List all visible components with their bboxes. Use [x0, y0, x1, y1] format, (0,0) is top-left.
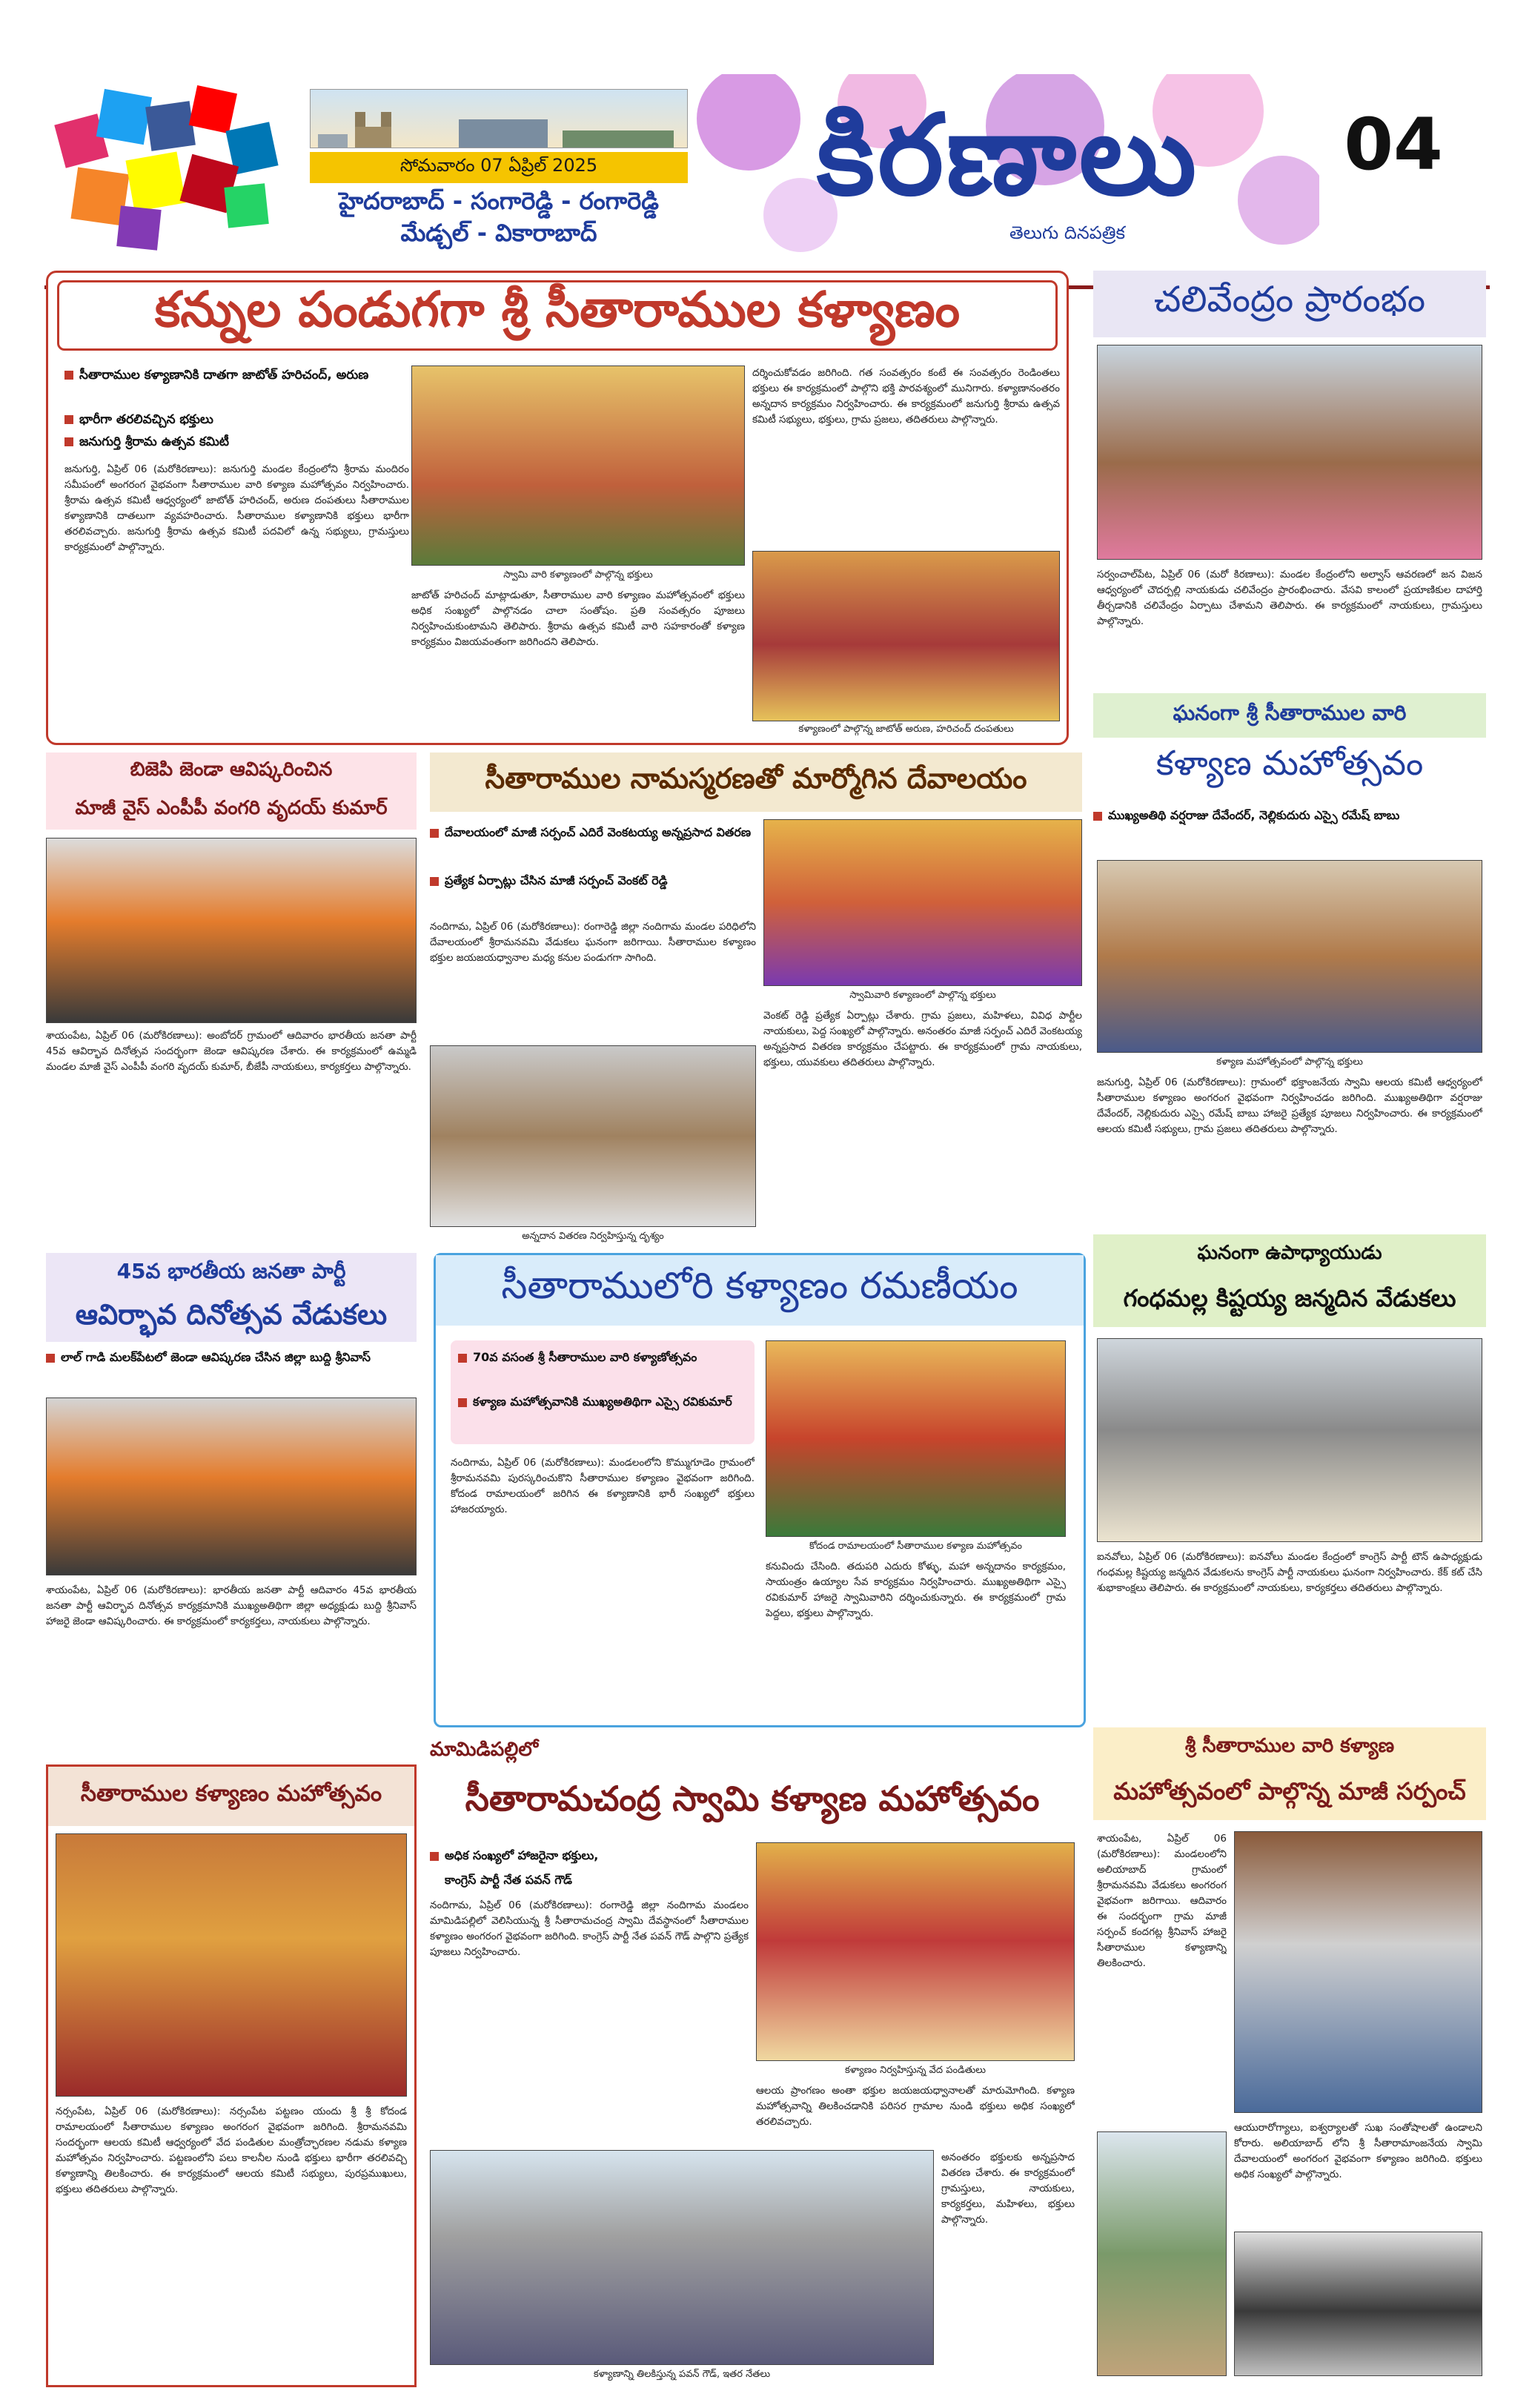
lead-headline: కన్నుల పండుగగా శ్రీ సీతారాముల కళ్యాణం: [57, 280, 1058, 351]
gandham-body: ఐనవోలు, ఏప్రిల్ 06 (మరోకిరణాలు): ఐనవోలు మండల కేంద్రంలో కాంగ్రెస్ పార్టీ టౌన్ ఉపాధ్యక్షుడు గంధమల్ల కిష్టయ్య జన్మదిన వేడుకలను కాంగ్రెస్ పార్టీ నాయకులు ఘనంగా నిర్వహించారు. కేక్ కట్ చేసి శుభాకాంక్షలు తెలిపారు. ఈ కార్యక్రమంలో నాయకులు, కార్యకర్తలు తదితరులు పాల్గొన్నారు.: [1097, 1551, 1482, 1594]
sarpanch-photo-1: [1234, 1831, 1482, 2113]
mamidi-body-3: అనంతరం భక్తులకు అన్నప్రసాద వితరణ చేశారు. ఈ కార్యక్రమంలో గ్రామస్తులు, నాయకులు, కార్యకర్తలు, మహిళలు, భక్తులు పాల్గొన్నారు.: [941, 2151, 1075, 2226]
paper-name: కిరణాలు: [816, 91, 1200, 220]
lead-body-2: జాటోత్ హరిచంద్ మాట్లాడుతూ, సీతారాముల వారి కళ్యాణం మహోత్సవంలో భక్తులు అధిక సంఖ్యలో పాల్గొనడం చాలా సంతోషం. ప్రతి సంవత్సరం పూజలు నిర్వహించుకుంటామని తెలిపారు. శ్రీరామ ఉత్సవ కమిటీ వారి సహకారంతో కళ్యాణ కార్యక్రమం విజయవంతంగా జరిగిందని తెలిపారు.: [411, 589, 745, 648]
mamidi-photo-2: [430, 2150, 934, 2365]
lead-caption-1: స్వామి వారి కళ్యాణంలో పాల్గొన్న భక్తులు: [503, 569, 653, 580]
namasmarana-caption-1: స్వామివారి కళ్యాణంలో పాల్గొన్న భక్తులు: [849, 990, 996, 1001]
sarpanch-body-2: ఆయురారోగ్యాలు, ఐశ్వర్యాలతో సుఖ సంతోషాలతో ఉండాలని కోరారు. అలియాబాద్ లోని శ్రీ సీతారామాంజనేయ స్వామి దేవాలయంలో అంగరంగ వైభవంగా కళ్యాణం జరిగింది. భక్తులు అధిక సంఖ్యలో పాల్గొన్నారు.: [1234, 2122, 1482, 2180]
bjp1-headline-2: మాజీ వైస్ ఎంపీపీ వంగరి వృదయ్ కుమార్: [46, 791, 417, 830]
chali-body: సర్వంచాల్‌పేట, ఏప్రిల్ 06 (మరో కిరణాలు): మండల కేంద్రంలోని అల్వాస్ ఆవరణలో జన విజన ఆధ్వర్యంలో చౌదర్పల్లి నాయకుడు చలివేంద్రం ప్రారంభించారు. వేసవి కాలంలో ప్రయాణికుల దాహార్తి తీర్చడానికి చలివేంద్రం ఏర్పాటు చేశామని తెలిపారు. ఈ కార్యక్రమంలో నాయకులు, గ్రామస్తులు పాల్గొన్నారు.: [1097, 569, 1482, 627]
namasmarana-body: నందిగామ, ఏప్రిల్ 06 (మరోకిరణాలు): రంగారెడ్డి జిల్లా నందిగామ మండల పరిధిలోని దేవాలయంలో శ్రీరామనవమి వేడుకలు ఘనంగా జరిగాయి. సీతారాముల కళ్యాణం భక్తుల జయజయధ్వానాల మధ్య కనుల పండుగగా సాగింది.: [430, 921, 756, 964]
ghanamga-caption: కళ్యాణ మహోత్సవంలో పాల్గొన్న భక్తులు: [1216, 1056, 1363, 1068]
issue-date: సోమవారం 07 ఏప్రిల్ 2025: [399, 155, 598, 176]
namasmarana-caption-2: అన్నదాన వితరణ నిర్వహిస్తున్న దృశ్యం: [522, 1231, 664, 1242]
namasmarana-photo-1: [763, 819, 1082, 986]
sarpanch-body: శాయంపేట, ఏప్రిల్ 06 (మరోకిరణాలు): మండలంలోని అలియాబాద్ గ్రామంలో శ్రీరామనవమి వేడుకలు అంగరంగ వైభవంగా జరిగాయి. ఆదివారం ఈ సందర్భంగా గ్రామ మాజీ సర్పంచ్ కందగట్ల శ్రీనివాస్ హాజరై సీతారాముల కళ్యాణాన్ని తిలకించారు.: [1097, 1833, 1227, 1969]
sarpanch-photo-3: [1234, 2232, 1482, 2376]
chali-story: [1093, 271, 1486, 686]
namasmarana-story: [430, 752, 1082, 1249]
kalyanam-left-story: [46, 1764, 417, 2387]
ghanamga-body: జనుగుర్తి, ఏప్రిల్ 06 (మరోకిరణాలు): గ్రామంలో భక్తాంజనేయ స్వామి ఆలయ కమిటీ ఆధ్వర్యంలో సీతారాముల కళ్యాణం అంగరంగ వైభవంగా నిర్వహించడం జరిగింది. ముఖ్యఅతిథిగా వర్షరాజు దేవేందర్, నెల్లికుదురు ఎస్సై రమేష్ బాబు హాజరై ప్రత్యేక పూజలు నిర్వహించారు. ఈ కార్యక్రమంలో ఆలయ కమిటీ సభ్యులు, గ్రామ ప్రజలు తదితరులు పాల్గొన్నారు.: [1097, 1076, 1482, 1135]
lead-photo-couple: [752, 551, 1060, 721]
gandham-headline-1: ఘనంగా ఉపాధ్యాయుడు: [1093, 1234, 1486, 1275]
ghanamga-story: [1093, 693, 1486, 1227]
bjp45-headline-2: ఆవిర్భావ దినోత్సవ వేడుకలు: [46, 1294, 417, 1342]
namasmarana-headline: సీతారాముల నామస్మరణతో మార్మోగిన దేవాలయం: [430, 752, 1082, 812]
ramaniyam-photo: [766, 1340, 1066, 1537]
masthead: [0, 0, 1532, 293]
kalyanam-left-body: నర్సంపేట, ఏప్రిల్ 06 (మరోకిరణాలు): నర్సంపేట పట్టణం యందు శ్రీ శ్రీ కోదండ రామాలయంలో సీతారాముల కళ్యాణం అంగరంగ వైభవంగా జరిగింది. శ్రీరామనవమి సందర్భంగా ఆలయ కమిటీ ఆధ్వర్యంలో వేద పండితుల మంత్రోచ్ఛారణల నడుమ కళ్యాణ మహోత్సవం నిర్వహించారు. పట్టణంలోని పలు కాలనీల నుండి భక్తులు భారీగా తరలివచ్చి కళ్యాణాన్ని తిలకించారు. ఈ కార్యక్రమంలో ఆలయ కమిటీ సభ్యులు, పురప్రముఖులు, భక్తులు తదితరులు పాల్గొన్నారు.: [56, 2106, 407, 2195]
lead-bullet-1: సీతారాముల కళ్యాణానికి దాతగా జాటోత్ హరిచంద్, అరుణ: [64, 366, 405, 385]
ramaniyam-story: [434, 1253, 1086, 1727]
hyderabad-skyline-image: [310, 89, 688, 148]
mamidi-caption-1: కళ్యాణం నిర్వహిస్తున్న వేద పండితులు: [844, 2065, 986, 2076]
bjp1-photo: [46, 838, 417, 1023]
kalyanam-left-headline: సీతారాముల కళ్యాణం మహోత్సవం: [48, 1767, 414, 1826]
lead-bullet-2: భారీగా తరలివచ్చిన భక్తులు: [64, 410, 405, 429]
lead-caption-2: కళ్యాణంలో పాల్గొన్న జాటోత్ అరుణ, హరిచంద్ దంపతులు: [798, 724, 1014, 735]
bjp1-body: శాయంపేట, ఏప్రిల్ 06 (మరోకిరణాలు): అంబోదర్ గ్రామంలో ఆదివారం భారతీయ జనతా పార్టీ 45వ ఆవిర్భావ దినోత్సవ సందర్భంగా జెండా ఆవిష్కరణ చేశారు. ఈ కార్యక్రమంలో ఉమ్మడి మండల మాజీ వైస్ ఎంపీపీ వంగరి వృదయ్ కుమార్, బీజేపీ నాయకులు, కార్యకర్తలు పాల్గొన్నారు.: [46, 1030, 417, 1073]
page-number: 04: [1344, 103, 1443, 186]
sarpanch-headline-2: మహోత్సవంలో పాల్గొన్న మాజీ సర్పంచ్: [1093, 1768, 1486, 1820]
ghanamga-headline-2: కళ్యాణ మహోత్సవం: [1093, 738, 1486, 797]
mamidi-caption-2: కళ్యాణాన్ని తిలకిస్తున్న పవన్ గౌడ్, ఇతర నేతలు: [593, 2369, 771, 2380]
ramaniyam-body-2: కనువిందు చేసింది. తదుపరి ఎదురు కోళ్ళు, మహా అన్నదానం కార్యక్రమం, సాయంత్రం ఉయ్యాల సేవ కార్యక్రమం నిర్వహించారు. ముఖ్యఅతిథిగా ఎస్సై రవికుమార్ హాజరై స్వామివారిని దర్శించుకున్నారు. ఈ కార్యక్రమంలో గ్రామ పెద్దలు, భక్తులు పాల్గొన్నారు.: [766, 1561, 1066, 1619]
chali-headline: చలివేంద్రం ప్రారంభం: [1093, 271, 1486, 337]
mamidi-story: [430, 1739, 1075, 2391]
mamidi-bullet-1: అధిక సంఖ్యలో హాజరైనా భక్తులు,: [430, 1846, 749, 1865]
lead-body: జనుగుర్తి, ఏప్రిల్ 06 (మరోకిరణాలు): జనుగుర్తి మండల కేంద్రంలోని శ్రీరామ మందిరం సమీపంలో అంగరంగ వైభవంగా సీతారాముల వారి కళ్యాణ మహోత్సవం నిర్వహించారు. శ్రీరామ ఉత్సవ కమిటీ ఆధ్వర్యంలో జాటోత్ హరిచంద్, అరుణ దంపతులు సీతారాముల కళ్యాణానికి దాతలుగా వ్యవహరించారు. సీతారాముల కళ్యాణానికి భక్తులు భారీగా తరలివచ్చారు. జనుగుర్తి శ్రీరామ ఉత్సవ కమిటీ పదవిలో ఉన్న సభ్యులు, గ్రామస్తులు కార్యక్రమంలో పాల్గొన్నారు.: [64, 463, 409, 553]
bjp1-headline-1: బిజెపి జెండా ఆవిష్కరించిన: [46, 752, 417, 791]
bjp45-photo: [46, 1398, 417, 1575]
mamidi-body-2: ఆలయ ప్రాంగణం అంతా భక్తుల జయజయధ్వానాలతో మారుమోగింది. కళ్యాణ మహోత్సవాన్ని తిలకించడానికి పరిసర గ్రామాల నుండి భక్తులు అధిక సంఖ్యలో తరలివచ్చారు.: [756, 2085, 1075, 2128]
mamidi-bullet-2: కాంగ్రెస్ పార్టీ నేత పవన్ గౌడ్: [445, 1873, 572, 1887]
mamidi-headline: సీతారామచంద్ర స్వామి కళ్యాణ మహోత్సవం: [430, 1770, 1075, 1836]
namasmarana-bullet-2: ప్రత్యేక ఏర్పాట్లు చేసిన మాజీ సర్పంచ్ వెంకట్ రెడ్డి: [430, 871, 756, 890]
regions-line-2: మేడ్చల్ - వికారాబాద్: [400, 219, 597, 247]
mamidi-kicker: మామిడిపల్లిలో: [430, 1739, 539, 1761]
ramaniyam-headline: సీతారాములోరి కళ్యాణం రమణీయం: [436, 1255, 1084, 1326]
sarpanch-headline-1: శ్రీ సీతారాముల వారి కళ్యాణ: [1093, 1727, 1486, 1768]
lead-bullet-3: జనుగుర్తి శ్రీరామ ఉత్సవ కమిటీ: [64, 432, 405, 452]
lead-photo-crowd: [411, 366, 745, 566]
regions-line-1: హైదరాబాద్ - సంగారెడ్డి - రంగారెడ్డి: [339, 187, 659, 215]
paper-tagline: తెలుగు దినపత్రిక: [1009, 222, 1126, 243]
lead-story: [46, 271, 1069, 745]
gandham-photo: [1097, 1338, 1482, 1542]
ghanamga-bullet: ముఖ్యఅతిథి వర్షరాజు దేవేందర్, నెల్లికుదురు ఎస్సై రమేష్ బాబు: [1093, 806, 1486, 825]
ramaniyam-bullet-2: కళ్యాణ మహోత్సవానికి ముఖ్యఅతిథిగా ఎస్సై రవికుమార్: [458, 1392, 751, 1412]
namasmarana-photo-2: [430, 1045, 756, 1227]
gandham-story: [1093, 1234, 1486, 1716]
mamidi-photo-1: [756, 1842, 1075, 2061]
bjp45-headline-1: 45వ భారతీయ జనతా పార్టీ: [46, 1253, 417, 1294]
date-bar: [310, 152, 688, 183]
bjp45-body: శాయంపేట, ఏప్రిల్ 06 (మరోకిరణాలు): భారతీయ జనతా పార్టీ ఆదివారం 45వ భారతీయ జనతా పార్టీ ఆవిర్భావ దినోత్సవ కార్యక్రమానికి ముఖ్యఅతిథిగా జిల్లా అధ్యక్షుడు బుద్ది శ్రీనివాస్ హాజరై జెండా ఆవిష్కరించారు. ఈ కార్యక్రమంలో కార్యకర్తలు, నాయకులు పాల్గొన్నారు.: [46, 1584, 417, 1627]
lead-body-3: దర్శించుకోవడం జరిగింది. గత సంవత్సరం కంటే ఈ సంవత్సరం రెండింతలు భక్తులు ఈ కార్యక్రమంలో పాల్గొని భక్తి పారవశ్యంలో మునిగారు. కళ్యాణానంతరం అన్నదాన కార్యక్రమం నిర్వహించారు. ఈ కార్యక్రమంలో జనుగుర్తి శ్రీరామ ఉత్సవ కమిటీ సభ్యులు, భక్తులు, గ్రామ ప్రజలు, తదితరులు పాల్గొన్నారు.: [752, 367, 1060, 426]
ramaniyam-body: నందిగామ, ఏప్రిల్ 06 (మరోకిరణాలు): మండలంలోని కొమ్ముగూడెం గ్రామంలో శ్రీరామనవమి పురస్కరించుకొని సీతారాముల కళ్యాణం వైభవంగా జరిగింది. కోదండ రామాలయంలో జరిగిన ఈ కళ్యాణానికి భారీ సంఖ్యలో భక్తులు హాజరయ్యారు.: [451, 1457, 755, 1515]
ramaniyam-caption: కోదండ రామాలయంలో సీతారాముల కళ్యాణ మహోత్సవం: [809, 1541, 1023, 1552]
chali-photo: [1097, 345, 1482, 560]
ghanamga-headline-1: ఘనంగా శ్రీ సీతారాముల వారి: [1093, 693, 1486, 738]
ghanamga-photo: [1097, 860, 1482, 1053]
bjp1-story: [46, 752, 417, 1242]
social-media-cubes-image: [44, 74, 289, 252]
ramaniyam-bullet-1: 70వ వసంత శ్రీ సీతారాముల వారి కళ్యాణోత్సవం: [458, 1348, 751, 1367]
namasmarana-bullet-1: దేవాలయంలో మాజీ సర్పంచ్ ఎదిరే వెంకటయ్య అన్నప్రసాద వితరణ: [430, 823, 756, 842]
namasmarana-body-2: వెంకట్ రెడ్డి ప్రత్యేక ఏర్పాట్లు చేశారు. గ్రామ ప్రజలు, మహిళలు, వివిధ పార్టీల నాయకులు, పెద్ద సంఖ్యలో పాల్గొన్నారు. అనంతరం మాజీ సర్పంచ్ ఎదిరే వెంకటయ్య అన్నప్రసాద వితరణ కార్యక్రమం చేపట్టారు. ఈ కార్యక్రమంలో గ్రామ నాయకులు, భక్తులు, యువకులు తదితరులు పాల్గొన్నారు.: [763, 1010, 1082, 1068]
gandham-headline-2: గంధమల్ల కిష్టయ్య జన్మదిన వేడుకలు: [1093, 1275, 1486, 1327]
bjp45-story: [46, 1253, 417, 1735]
bjp45-bullet: లాల్ గాడి మలక్‌పేటలో జెండా ఆవిష్కరణ చేసిన జిల్లా బుద్ది శ్రీనివాస్: [46, 1348, 417, 1367]
sarpanch-story: [1093, 1727, 1486, 2387]
mamidi-body: నందిగామ, ఏప్రిల్ 06 (మరోకిరణాలు): రంగారెడ్డి జిల్లా నందిగామ మండలం మామిడిపల్లిలో వెలిసియున్న శ్రీ సీతారామచంద్ర స్వామి దేవస్థానంలో సీతారాముల కళ్యాణం అంగరంగ వైభవంగా జరిగింది. కాంగ్రెస్ పార్టీ నేత పవన్ గౌడ్ పాల్గొని ప్రత్యేక పూజలు నిర్వహించారు.: [430, 1899, 749, 1958]
kalyanam-left-photo: [56, 1833, 407, 2097]
sarpanch-photo-2: [1097, 2131, 1227, 2376]
